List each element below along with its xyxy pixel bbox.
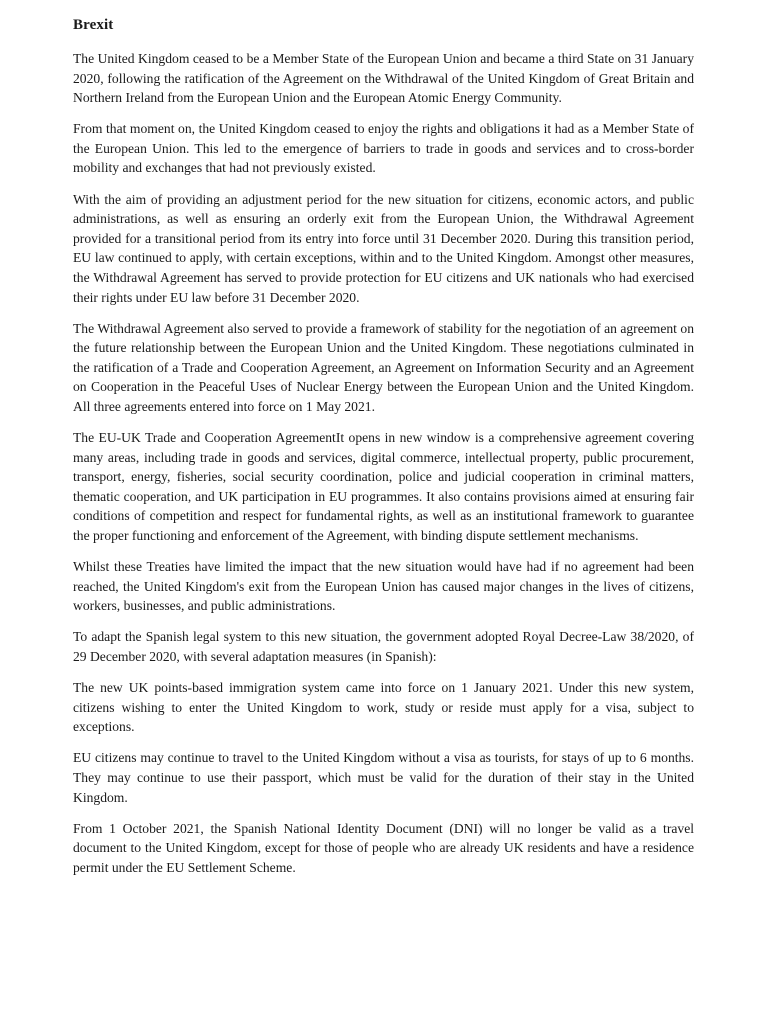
document-page [73,14,694,889]
paragraph-eu-citizens-travel: EU citizens may continue to travel to the United Kingdom without a visa as tourists, for stays of up to 6 months. They may continue to use their passport, which must be valid for the duration of their stay in the United Kingdom. [73,750,694,805]
paragraph-transition-period: With the aim of providing an adjustment period for the new situation for citizens, economic actors, and public administrations, as well as ensuring an orderly exit from the European Union, the Withdrawal Agreement provided for a transitional period from its entry into force until 31 December 2020. During this transition period, EU law continued to apply, with certain exceptions, within and to the United Kingdom. Amongst other measures, the Withdrawal Agreement has served to provide protection for EU citizens and UK nationals who had exercised their rights under EU law before 31 December 2020. [73,191,694,305]
paragraph-impact: Whilst these Treaties have limited the impact that the new situation would have had if no agreement had been reached, the United Kingdom's exit from the European Union has caused major changes in the lives of citizens, workers, businesses, and public administrations. [73,559,694,614]
paragraph-dni-validity: From 1 October 2021, the Spanish National Identity Document (DNI) will no longer be valid as a travel document to the United Kingdom, except for those of people who are already UK residents and have a residence permit under the EU Settlement Scheme. [73,820,694,875]
paragraph-trade-cooperation: The EU-UK Trade and Cooperation AgreementIt opens in new window is a comprehensive agreement covering many areas, including trade in goods and services, digital commerce, intellectual property, public procurement, transport, energy, fisheries, social security coordination, police and judicial cooperation in criminal matters, thematic cooperation, and UK participation in EU programmes. It also contains provisions aimed at ensuring fair conditions of competition and respect for fundamental rights, as well as an institutional framework to guarantee the proper functioning and enforcement of the Agreement, with binding dispute settlement mechanisms. [73,430,694,544]
paragraph-future-relationship: The Withdrawal Agreement also served to provide a framework of stability for the negotiation of an agreement on the future relationship between the European Union and the United Kingdom. These negotiations culminated in the ratification of a Trade and Cooperation Agreement, an Agreement on Information Security and an Agreement on Cooperation in the Peaceful Uses of Nuclear Energy between the European Union and the United Kingdom. All three agreements entered into force on 1 May 2021. [73,320,694,414]
paragraph-withdrawal: The United Kingdom ceased to be a Member State of the European Union and became a third State on 31 January 2020, following the ratification of the Agreement on the Withdrawal of the United Kingdom of Great Britain and Northern Ireland from the European Union and the European Atomic Energy Community. [73,51,694,106]
paragraph-immigration-system: The new UK points-based immigration system came into force on 1 January 2021. Under this new system, citizens wishing to enter the United Kingdom to work, study or reside must apply for a visa, subject to exceptions. [73,680,694,735]
document-title: Brexit [73,17,114,33]
paragraph-rights-obligations: From that moment on, the United Kingdom ceased to enjoy the rights and obligations it had as a Member State of the European Union. This led to the emergence of barriers to trade in goods and services and to cross-border mobility and exchanges that had not previously existed. [73,121,694,176]
paragraph-spanish-adaptation: To adapt the Spanish legal system to this new situation, the government adopted Royal Decree-Law 38/2020, of 29 December 2020, with several adaptation measures (in Spanish): [73,629,694,665]
